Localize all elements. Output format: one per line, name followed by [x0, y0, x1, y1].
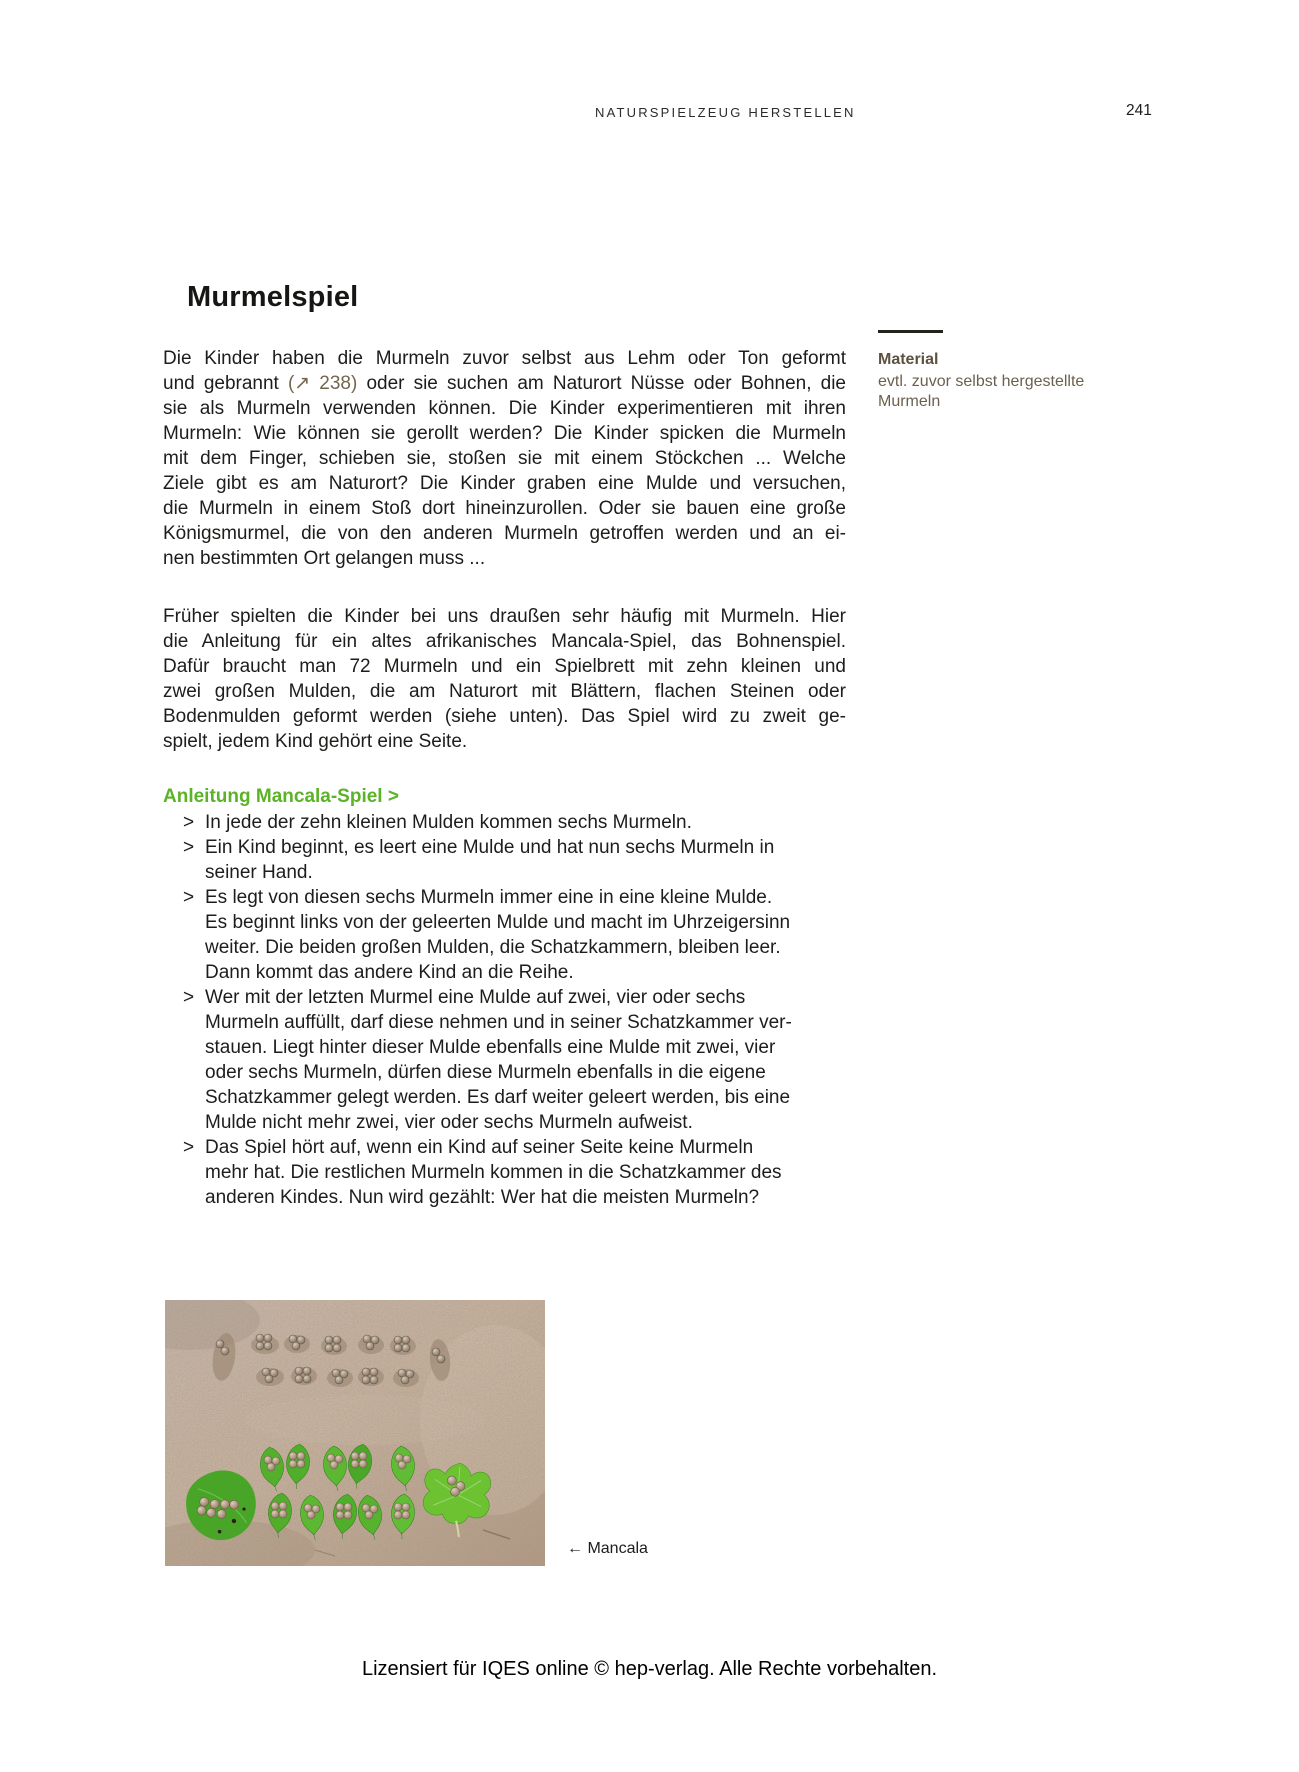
- text-line: zwei großen Mulden, die am Naturort mit Blättern, flachen Steinen oder: [163, 681, 846, 702]
- list-item: [163, 885, 846, 985]
- cross-reference-link[interactable]: (↗ 238): [287, 373, 358, 394]
- running-title: NATURSPIELZEUG HERSTELLEN: [595, 105, 856, 120]
- text-line: die Anleitung für ein altes afrikanisches Mancala-Spiel, das Bohnenspiel.: [163, 631, 846, 652]
- list-item-text: [205, 985, 846, 1135]
- sidebar-rule: [878, 330, 943, 333]
- text-line: Das Spiel hört auf, wenn ein Kind auf seiner Seite keine Murmeln: [205, 1137, 754, 1158]
- text-line: nen bestimmten Ort gelangen muss ...: [163, 548, 486, 569]
- list-item-text: [205, 1135, 846, 1210]
- list-bullet: >: [183, 987, 195, 1008]
- text-line: Murmeln: [878, 392, 941, 410]
- paragraph-intro: [163, 346, 846, 571]
- text-line: sie als Murmeln verwenden können. Die Kinder experimentieren mit ihren: [163, 398, 846, 419]
- license-footer: [0, 1658, 1299, 1681]
- list-bullet: >: [183, 887, 195, 908]
- text-line: weiter. Die beiden großen Mulden, die Schatzkammern, bleiben leer.: [205, 937, 781, 958]
- text-fragment: oder sie suchen am Naturort Nüsse oder Bohnen, die: [357, 373, 846, 394]
- text-line: Die Kinder haben die Murmeln zuvor selbst aus Lehm oder Ton geformt: [163, 348, 846, 369]
- text-line: Königsmurmel, die von den anderen Murmeln getroffen werden und an ei-: [163, 523, 846, 544]
- list-bullet: >: [183, 837, 195, 858]
- instructions-heading: Anleitung Mancala-Spiel >: [163, 786, 399, 807]
- figure-caption: ← Mancala: [567, 1540, 648, 1557]
- license-text: Lizensiert für IQES online © hep-verlag. Alle Rechte vorbehalten.: [361, 1658, 938, 1680]
- text-line: Murmeln auffüllt, darf diese nehmen und in seiner Schatzkammer ver-: [205, 1012, 792, 1033]
- list-item: [163, 835, 846, 885]
- mancala-photo-illustration: [165, 1300, 545, 1566]
- text-line: spielt, jedem Kind gehört eine Seite.: [163, 731, 468, 752]
- list-item: [163, 985, 846, 1135]
- material-text: [878, 372, 1118, 411]
- text-line: seiner Hand.: [205, 862, 313, 883]
- text-line: Murmeln: Wie können sie gerollt werden? Die Kinder spicken die Murmeln: [163, 423, 846, 444]
- list-item-text: [205, 835, 846, 885]
- list-item: [163, 810, 846, 835]
- text-line: Ziele gibt es am Naturort? Die Kinder graben eine Mulde und versuchen,: [163, 473, 846, 494]
- list-item-text: [205, 810, 846, 835]
- instructions-list: [163, 810, 846, 1210]
- text-line: Bodenmulden geformt werden (siehe unten). Das Spiel wird zu zweit ge-: [163, 706, 846, 727]
- text-line: stauen. Liegt hinter dieser Mulde ebenfalls eine Mulde mit zwei, vier: [205, 1037, 776, 1058]
- paragraph-mancala-intro: [163, 604, 846, 754]
- text-line: evtl. zuvor selbst hergestellte: [878, 373, 1085, 390]
- list-item: [163, 1135, 846, 1210]
- page-number: 241: [1126, 102, 1152, 119]
- text-line: Dann kommt das andere Kind an die Reihe.: [205, 962, 574, 983]
- text-line: Dafür braucht man 72 Murmeln und ein Spielbrett mit zehn kleinen und: [163, 656, 846, 677]
- text-line: Es beginnt links von der geleerten Mulde und macht im Uhrzeigersinn: [205, 912, 791, 933]
- text-line: Es legt von diesen sechs Murmeln immer eine in eine kleine Mulde.: [205, 887, 773, 908]
- page-title: Murmelspiel: [187, 281, 359, 313]
- text-line: In jede der zehn kleinen Mulden kommen sechs Murmeln.: [205, 812, 692, 833]
- text-line: Ein Kind beginnt, es leert eine Mulde und hat nun sechs Murmeln in: [205, 837, 775, 858]
- sidebar-material: [878, 330, 1118, 411]
- figure-mancala: [165, 1300, 865, 1570]
- list-bullet: >: [183, 812, 195, 833]
- mancala-photo: [165, 1300, 545, 1566]
- text-line: Schatzkammer gelegt werden. Es darf weiter geleert werden, bis eine: [205, 1087, 791, 1108]
- text-line: mehr hat. Die restlichen Murmeln kommen in die Schatzkammer des: [205, 1162, 782, 1183]
- text-line: Wer mit der letzten Murmel eine Mulde auf zwei, vier oder sechs: [205, 987, 746, 1008]
- list-bullet: >: [183, 1137, 195, 1158]
- text-line: oder sechs Murmeln, dürfen diese Murmeln ebenfalls in die eigene: [205, 1062, 766, 1083]
- list-item-text: [205, 885, 846, 985]
- text-line: Mulde nicht mehr zwei, vier oder sechs Murmeln aufweist.: [205, 1112, 693, 1133]
- material-heading: Material: [878, 351, 939, 368]
- text-fragment: und gebrannt: [163, 373, 288, 394]
- text-line: [163, 371, 846, 396]
- text-line: Früher spielten die Kinder bei uns draußen sehr häufig mit Murmeln. Hier: [163, 606, 846, 627]
- text-line: mit dem Finger, schieben sie, stoßen sie mit einem Stöckchen ... Welche: [163, 448, 846, 469]
- text-line: die Murmeln in einem Stoß dort hineinzurollen. Oder sie bauen eine große: [163, 498, 846, 519]
- text-line: anderen Kindes. Nun wird gezählt: Wer hat die meisten Murmeln?: [205, 1187, 760, 1208]
